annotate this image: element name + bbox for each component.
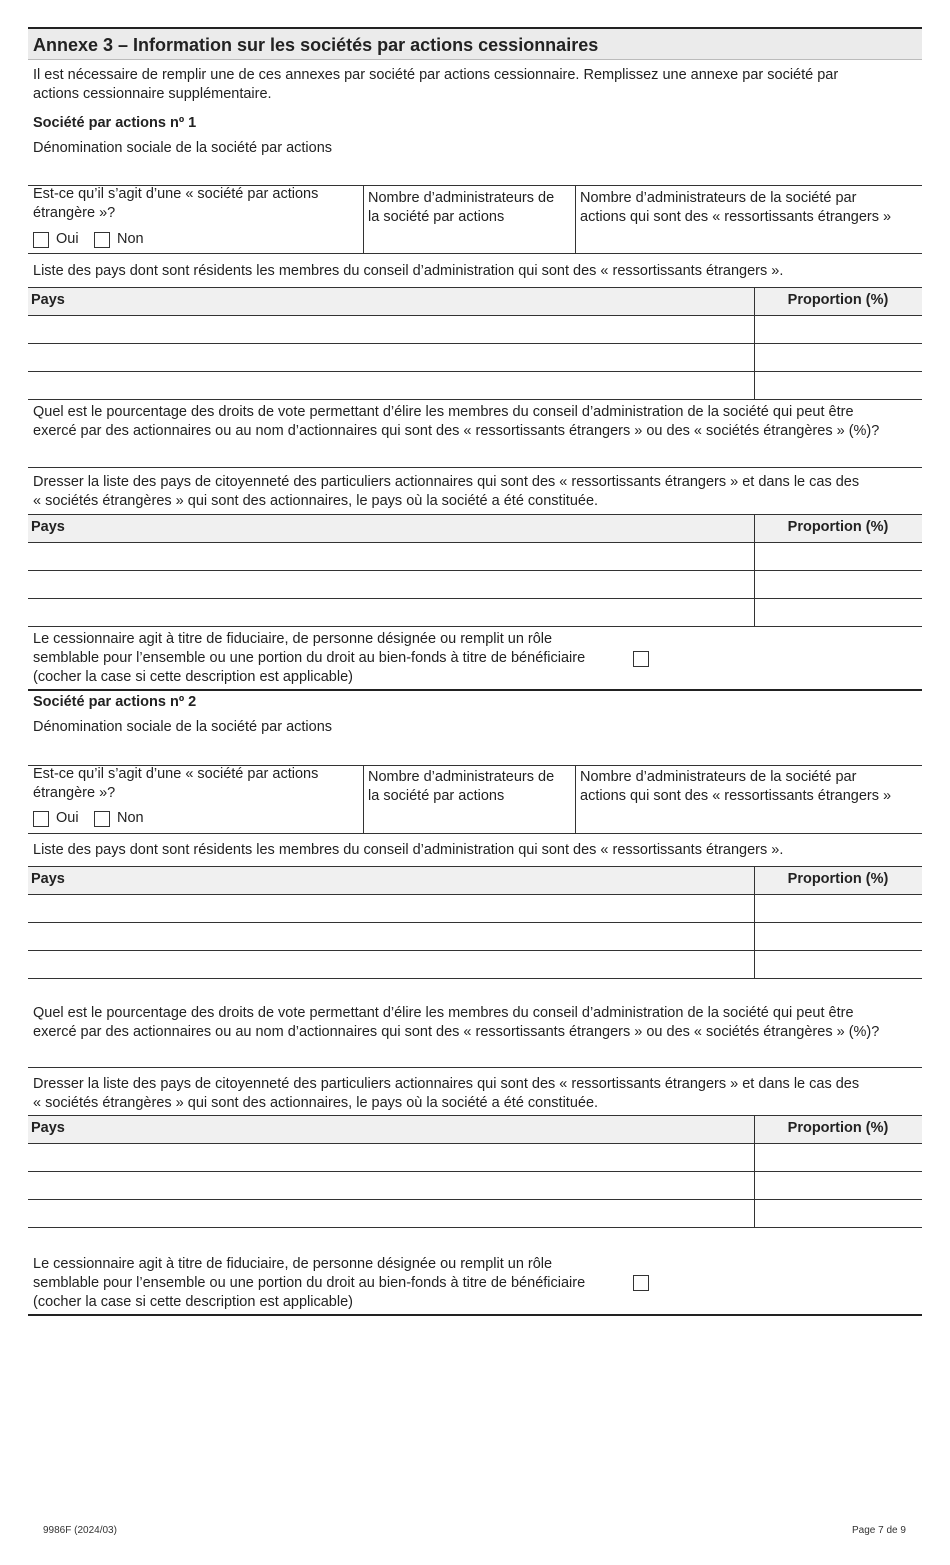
- intro-line-1: Il est nécessaire de remplir une de ces annexes par société par actions cessionnaire. Remplissez une annexe par société par: [33, 67, 839, 83]
- company-1-oui-label: Oui: [56, 231, 79, 247]
- company-1-nb-admin-foreign-label-2: actions qui sont des « ressortissants étrangers »: [580, 209, 892, 225]
- company-2-foreign-question-1: Est-ce qu’il s’agit d’une « société par actions: [33, 766, 319, 782]
- col-proportion: Proportion (%): [787, 1120, 889, 1136]
- company-2-nb-admin-label-2: la société par actions: [368, 788, 505, 804]
- table-row[interactable]: [28, 599, 922, 627]
- company-2-vote-question-1: Quel est le pourcentage des droits de vote permettant d’élire les membres du conseil d’administration de la société qui peut être: [33, 1005, 854, 1021]
- company-2-denomination-label: Dénomination sociale de la société par actions: [33, 719, 333, 735]
- intro-line-2: actions cessionnaire supplémentaire.: [33, 86, 272, 102]
- divider: [28, 1067, 922, 1068]
- company-1-vote-question-1: Quel est le pourcentage des droits de vote permettant d’élire les membres du conseil d’administration de la société qui peut être: [33, 404, 854, 420]
- company-1-trustee-label-1: Le cessionnaire agit à titre de fiduciaire, de personne désignée ou remplit un rôle: [33, 631, 553, 647]
- company-2-list-countries-label: Liste des pays dont sont résidents les membres du conseil d’administration qui sont des « ressortissants étrangers ».: [33, 842, 784, 858]
- company-1-foreign-question-1: Est-ce qu’il s’agit d’une « société par actions: [33, 186, 319, 202]
- col-pays: Pays: [31, 871, 65, 887]
- company-2-nb-admin-foreign-label-2: actions qui sont des « ressortissants étrangers »: [580, 788, 892, 804]
- company-2-heading: Société par actions nº 2: [33, 694, 197, 710]
- divider: [28, 253, 922, 254]
- table-row[interactable]: [28, 1144, 922, 1172]
- company-1-nb-admin-foreign-label-1: Nombre d’administrateurs de la société par: [580, 190, 857, 206]
- company-1-oui-checkbox[interactable]: [33, 232, 49, 248]
- company-1-nb-admin-label-2: la société par actions: [368, 209, 505, 225]
- company-2-board-countries-header: [28, 866, 922, 895]
- page-number: Page 7 de 9: [852, 1525, 906, 1536]
- company-2-non-label: Non: [117, 810, 144, 826]
- company-1-denomination-label: Dénomination sociale de la société par actions: [33, 140, 333, 156]
- company-2-vote-question-2: exercé par des actionnaires ou au nom d’actionnaires qui sont des « ressortissants étrangers » ou des « sociétés étrangères » (%)?: [33, 1024, 880, 1040]
- company-1-shareholder-countries-header: [28, 514, 922, 543]
- divider: [28, 467, 922, 468]
- company-1-board-countries-header: [28, 287, 922, 316]
- company-1-vote-question-2: exercé par des actionnaires ou au nom d’actionnaires qui sont des « ressortissants étrangers » ou des « sociétés étrangères » (%)?: [33, 423, 880, 439]
- table-row[interactable]: [28, 923, 922, 951]
- company-1-citizenship-label-2: « sociétés étrangères » qui sont des actionnaires, le pays où la société a été constituée.: [33, 493, 599, 509]
- company-2-trustee-label-2: semblable pour l’ensemble ou une portion du droit au bien-fonds à titre de bénéficiaire: [33, 1275, 586, 1291]
- col-proportion: Proportion (%): [787, 871, 889, 887]
- company-1-citizenship-label-1: Dresser la liste des pays de citoyenneté des particuliers actionnaires qui sont des « ressortissants étrangers » et dans le cas des: [33, 474, 860, 490]
- table-row[interactable]: [28, 1172, 922, 1200]
- col-proportion: Proportion (%): [787, 519, 889, 535]
- company-1-non-label: Non: [117, 231, 144, 247]
- company-2-shareholder-countries-header: [28, 1115, 922, 1144]
- company-2-nb-admin-label-1: Nombre d’administrateurs de: [368, 769, 555, 785]
- company-1-trustee-checkbox[interactable]: [633, 651, 649, 667]
- company-2-trustee-checkbox[interactable]: [633, 1275, 649, 1291]
- table-row[interactable]: [28, 1200, 922, 1228]
- table-row[interactable]: [28, 344, 922, 372]
- divider: [28, 833, 922, 834]
- company-1-heading: Société par actions nº 1: [33, 115, 197, 131]
- company-2-citizenship-label-1: Dresser la liste des pays de citoyenneté des particuliers actionnaires qui sont des « ressortissants étrangers » et dans le cas des: [33, 1076, 860, 1092]
- section-title: Annexe 3 – Information sur les sociétés par actions cessionnaires: [33, 35, 599, 55]
- table-row[interactable]: [28, 316, 922, 344]
- col-proportion: Proportion (%): [787, 292, 889, 308]
- table-row[interactable]: [28, 951, 922, 979]
- company-2-citizenship-label-2: « sociétés étrangères » qui sont des actionnaires, le pays où la société a été constituée.: [33, 1095, 599, 1111]
- company-2-nb-admin-foreign-label-1: Nombre d’administrateurs de la société par: [580, 769, 857, 785]
- company-1-foreign-question-2: étrangère »?: [33, 205, 116, 221]
- col-pays: Pays: [31, 519, 65, 535]
- company-1-trustee-label-2: semblable pour l’ensemble ou une portion du droit au bien-fonds à titre de bénéficiaire: [33, 650, 586, 666]
- company-1-nb-admin-label-1: Nombre d’administrateurs de: [368, 190, 555, 206]
- company-1-list-countries-label: Liste des pays dont sont résidents les membres du conseil d’administration qui sont des « ressortissants étrangers ».: [33, 263, 784, 279]
- company-2-foreign-question-2: étrangère »?: [33, 785, 116, 801]
- divider: [28, 1314, 922, 1316]
- section-title-bar: [28, 27, 922, 60]
- table-row[interactable]: [28, 571, 922, 599]
- divider: [363, 185, 364, 253]
- table-row[interactable]: [28, 372, 922, 400]
- company-2-oui-label: Oui: [56, 810, 79, 826]
- divider: [575, 765, 576, 833]
- form-code: 9986F (2024/03): [43, 1525, 117, 1536]
- table-row[interactable]: [28, 895, 922, 923]
- divider: [575, 185, 576, 253]
- company-1-trustee-label-3: (cocher la case si cette description est applicable): [33, 669, 353, 685]
- divider: [363, 765, 364, 833]
- company-1-non-checkbox[interactable]: [94, 232, 110, 248]
- table-row[interactable]: [28, 543, 922, 571]
- col-pays: Pays: [31, 292, 65, 308]
- company-2-trustee-label-1: Le cessionnaire agit à titre de fiduciaire, de personne désignée ou remplit un rôle: [33, 1256, 553, 1272]
- company-2-trustee-label-3: (cocher la case si cette description est applicable): [33, 1294, 353, 1310]
- divider: [28, 689, 922, 691]
- company-2-oui-checkbox[interactable]: [33, 811, 49, 827]
- col-pays: Pays: [31, 1120, 65, 1136]
- company-2-non-checkbox[interactable]: [94, 811, 110, 827]
